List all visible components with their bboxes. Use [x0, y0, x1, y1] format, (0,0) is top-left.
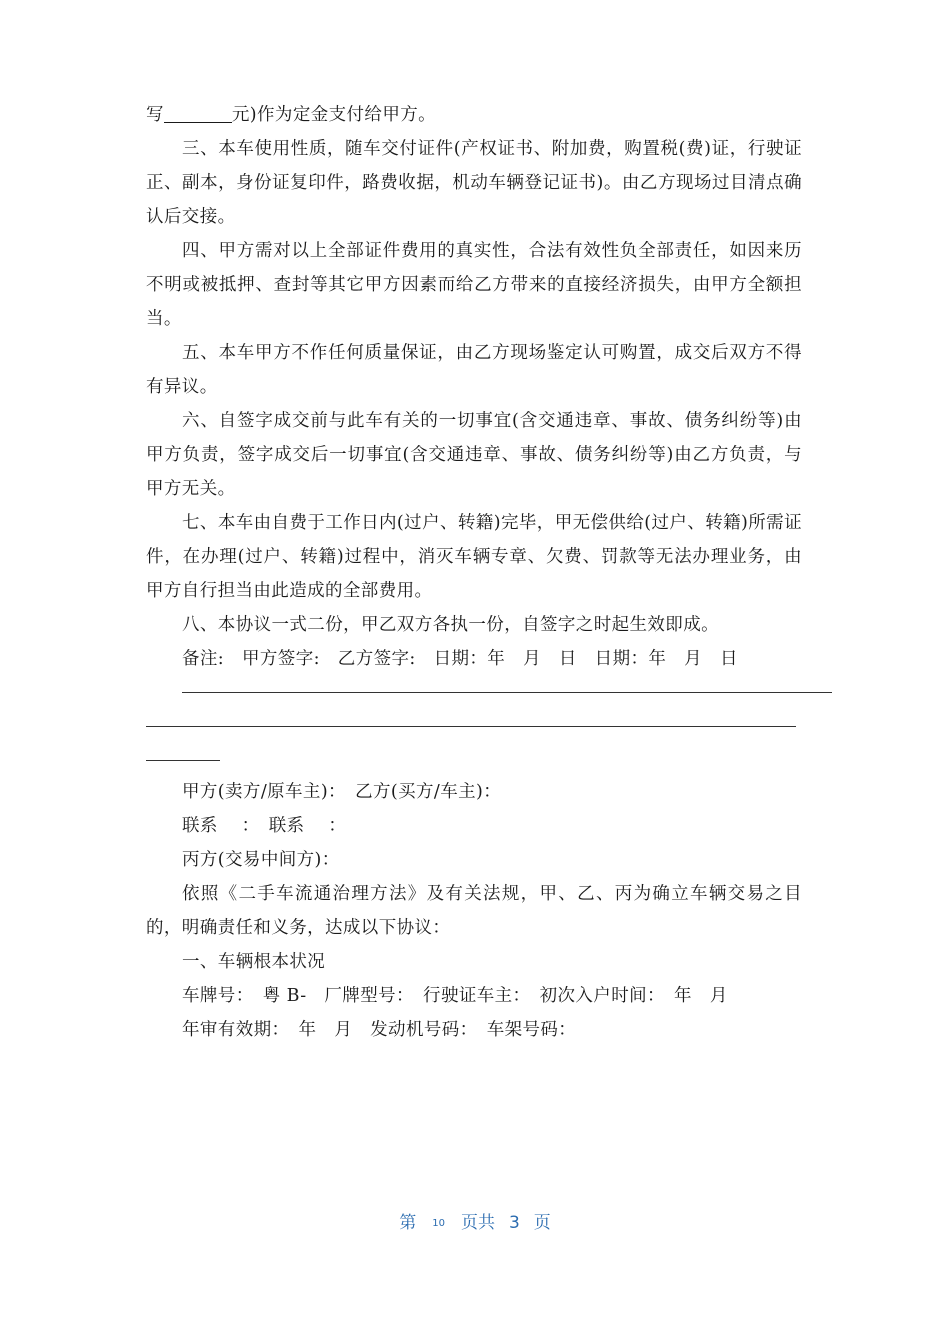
- contact-line: 联系 ： 联系 ：: [182, 816, 347, 836]
- clause-5: 五、本车甲方不作任何质量保证，由乙方现场鉴定认可购置，成交后双方不得有异议。: [146, 343, 802, 397]
- deposit-text-suffix: 元)作为定金支付给甲方。: [231, 105, 437, 125]
- footer-prefix: 第: [399, 1213, 417, 1233]
- vehicle-inspection-line: 年审有效期： 年 月 发动机号码： 车架号码：: [182, 1020, 577, 1040]
- party-ab-line: 甲方(卖方/原车主)： 乙方(买方/车主)：: [182, 782, 502, 802]
- clause-6: 六、自签字成交前与此车有关的一切事宜(含交通违章、事故、债务纠纷等)由甲方负责，签字成交后一切事宜(含交通违章、事故、债务纠纷等)由乙方负责，与甲方无关。: [146, 411, 802, 499]
- party-c-line: 丙方(交易中间方)：: [182, 850, 340, 870]
- separator-line-2: [146, 726, 796, 727]
- clause-7: 七、本车由自费于工作日内(过户、转籍)完毕，甲无偿供给(过户、转籍)所需证件，在办理(过户、转籍)过程中，消灭车辆专章、欠费、罚款等无法办理业务，由甲方自行担当由此造成的全部费用。: [146, 513, 802, 601]
- remark-signature-line: 备注: 甲方签字: 乙方签字: 日期：年 月 日 日期：年 月 日: [182, 649, 738, 669]
- separator-line-1: [182, 692, 832, 693]
- deposit-amount-blank: [164, 104, 232, 123]
- section-1-heading: 一、车辆根本状况: [182, 952, 326, 972]
- clause-3: 三、本车使用性质，随车交付证件(产权证书、附加费，购置税(费)证，行驶证正、副本，身份证复印件，路费收据，机动车辆登记证书)。由乙方现场过目清点确认后交接。: [146, 139, 802, 227]
- footer-current-page: 10: [432, 1218, 445, 1229]
- clause-4: 四、甲方需对以上全部证件费用的真实性，合法有效性负全部责任，如因来历不明或被抵押、查封等其它甲方因素而给乙方带来的直接经济损失，由甲方全额担当。: [146, 241, 802, 329]
- footer-total-pages: 3: [508, 1213, 520, 1233]
- deposit-text-prefix: 写: [146, 105, 164, 125]
- agreement-intro: 依照《二手车流通治理方法》及有关法规，甲、乙、丙为确立车辆交易之目的，明确责任和义务，达成以下协议：: [146, 884, 802, 938]
- footer-middle: 页共: [460, 1213, 495, 1233]
- footer-suffix: 页: [533, 1213, 551, 1233]
- vehicle-plate-line: 车牌号： 粤 B- 厂牌型号： 行驶证车主： 初次入户时间： 年 月: [182, 986, 728, 1006]
- deposit-line: [146, 98, 802, 132]
- page-footer: [0, 1208, 950, 1233]
- clause-8: 八、本协议一式二份，甲乙双方各执一份，自签字之时起生效即成。: [182, 615, 719, 635]
- document-body: [146, 98, 802, 1047]
- separator-block: [146, 676, 802, 761]
